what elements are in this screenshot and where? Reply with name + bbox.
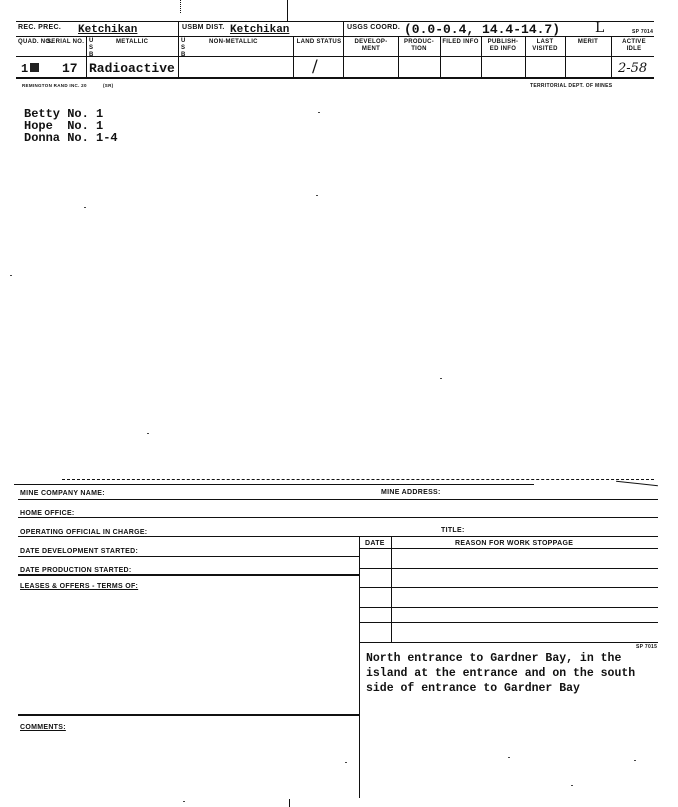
scan-speck xyxy=(440,378,442,379)
claim-item: Donna No. 1-4 xyxy=(24,131,118,145)
header-mid-rule xyxy=(16,56,654,57)
col-usbm-left: U S B xyxy=(89,38,94,58)
lower-top-rule xyxy=(62,479,654,480)
record-land-status: / xyxy=(312,57,318,77)
col-divider xyxy=(178,21,179,77)
usbm-dist-value: Ketchikan xyxy=(230,24,290,36)
scan-speck xyxy=(634,760,636,761)
home-office-label: HOME OFFICE: xyxy=(20,510,75,517)
usgs-coord-value: (0.0-0.4, 14.4-14.7) xyxy=(404,22,561,37)
form-code: SP 7014 xyxy=(632,29,654,35)
corner-mark: L xyxy=(595,20,605,36)
rec-prec-label: REC. PREC. xyxy=(18,24,62,31)
operating-official-label: OPERATING OFFICIAL IN CHARGE: xyxy=(20,529,148,536)
usbm-dist-label: USBM DIST. xyxy=(182,24,225,31)
record-active-idle: 2-58 xyxy=(618,61,648,76)
scan-speck xyxy=(345,762,347,763)
comments-label: COMMENTS: xyxy=(20,724,66,731)
printer-code: (SR) xyxy=(103,83,114,88)
scan-speck xyxy=(508,757,510,758)
mine-company-name-label: MINE COMPANY NAME: xyxy=(20,490,105,497)
printer-note: REMINGTON RAND INC. 20 xyxy=(22,83,87,88)
reason-col-label: REASON FOR WORK STOPPAGE xyxy=(455,540,574,547)
date-divider xyxy=(391,536,392,642)
record-quad: 1 xyxy=(21,62,29,76)
center-divider xyxy=(359,536,360,798)
dept-name: TERRITORIAL DEPT. OF MINES xyxy=(530,83,613,89)
col-published-info: PUBLISH- ED INFO xyxy=(487,39,519,52)
record-serial: 17 xyxy=(62,61,78,76)
leases-offers-label: LEASES & OFFERS - TERMS OF: xyxy=(20,583,139,590)
top-tick xyxy=(180,0,181,13)
location-note xyxy=(366,652,635,697)
col-development: DEVELOP- MENT xyxy=(354,39,388,52)
rec-prec-value: Ketchikan xyxy=(78,24,138,36)
row-rule xyxy=(18,574,359,576)
col-land-status: LAND STATUS xyxy=(296,39,342,45)
date-prod-started-label: DATE PRODUCTION STARTED: xyxy=(20,567,132,574)
bottom-tick xyxy=(289,799,290,807)
col-merit: MERIT xyxy=(577,39,599,45)
scan-speck xyxy=(147,433,149,434)
mine-address-label: MINE ADDRESS: xyxy=(381,489,441,496)
col-metallic: METALLIC xyxy=(116,39,149,45)
claim-item: Hope No. 1 xyxy=(24,119,104,133)
header-thick-rule xyxy=(16,77,654,79)
title-label: TITLE: xyxy=(441,527,465,534)
row-rule xyxy=(18,714,359,716)
claim-item: Betty No. 1 xyxy=(24,107,104,121)
col-active-idle: ACTIVE IDLE xyxy=(622,39,646,52)
scan-speck xyxy=(10,275,12,276)
location-line: North entrance to Gardner Bay, in the xyxy=(366,652,622,665)
stoppage-rule xyxy=(359,548,658,549)
scan-speck xyxy=(571,785,573,786)
location-line: island at the entrance and on the south xyxy=(366,667,636,680)
row-rule xyxy=(18,536,658,537)
scan-speck xyxy=(183,801,185,802)
row-rule xyxy=(18,499,658,500)
col-non-metallic: NON-METALLIC xyxy=(209,39,258,45)
col-quad-no: QUAD. NO. xyxy=(18,39,53,45)
claims-list xyxy=(24,107,118,143)
stoppage-rule xyxy=(359,642,658,643)
lower-form-code: SP 7015 xyxy=(636,644,658,650)
col-last-visited: LAST VISITED xyxy=(532,39,558,52)
stoppage-rule xyxy=(359,587,658,588)
col-divider xyxy=(343,21,344,77)
stoppage-rule xyxy=(359,622,658,623)
row-rule xyxy=(18,556,359,557)
record-metallic: Radioactive xyxy=(89,61,175,76)
lower-top-rule-2 xyxy=(14,484,534,485)
torn-edge xyxy=(616,481,658,486)
col-usbm-mid: U S B xyxy=(181,38,186,58)
scan-speck xyxy=(84,207,86,208)
col-filed-info: FILED INFO xyxy=(442,39,479,45)
location-line: side of entrance to Gardner Bay xyxy=(366,682,580,695)
col-production: PRODUC- TION xyxy=(403,39,435,52)
usgs-coord-label: USGS COORD. xyxy=(347,24,401,31)
top-tick-2 xyxy=(287,0,288,21)
scan-speck xyxy=(318,112,320,113)
stoppage-rule xyxy=(359,568,658,569)
scan-speck xyxy=(316,195,318,196)
stoppage-rule xyxy=(359,607,658,608)
row-rule xyxy=(18,517,658,518)
date-dev-started-label: DATE DEVELOPMENT STARTED: xyxy=(20,548,139,555)
col-serial-no: SERIAL NO. xyxy=(47,39,85,45)
date-col-label: DATE xyxy=(365,540,385,547)
quad-blot xyxy=(30,63,39,72)
